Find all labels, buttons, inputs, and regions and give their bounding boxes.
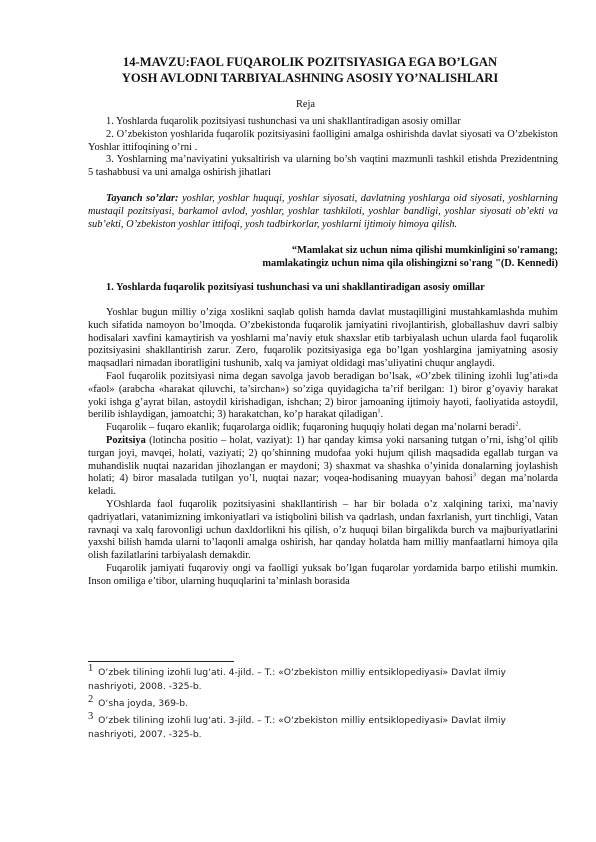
body-paragraph-4: Pozitsiya (lotincha positio – holat, vaziyat): 1) har qanday kimsa yoki narsaning tutgan o’rni, ishg’ol qilib turgan joyi, mavqei, holati, vaziyati; 2) qo’shinning mudofaa yoki hujum qilish maqsadida egallab turgan va muhandislik nuqtai nazaridan jihozlangan er maydoni; 3) shaxmat va shashka o’yinida donalarning joylashish holati; 4) biror masalada tutilgan yo’l, nuqtai nazar; voqea-hodisaning muayyan bahosi$^3$ degan ma’nolarda keladi. — [88, 434, 558, 498]
term-pozitsiya: Pozitsiya — [106, 434, 146, 446]
plan-item-3: 3. Yoshlarning ma’naviyatini yuksaltirish va ularning bo’sh vaqtini mazmunli tashkil etishda Prezidentning 5 tashabbusi va uni amalga oshirish jihatlari — [88, 154, 558, 179]
footnote-ref[interactable]: 3 — [472, 471, 477, 479]
plan-item-1: 1. Yoshlarda fuqarolik pozitsiyasi tushunchasi va uni shakllantiradigan asosiy omillar — [106, 116, 461, 127]
quote-line-2: mamlakatingiz uchun nima qila olishingizni so'rang "(D. Kennedi) — [262, 257, 558, 269]
body-text — [88, 307, 558, 589]
quote-line-1: “Mamlakat siz uchun nima qilishi mumkinligini so'ramang; — [291, 245, 558, 256]
footnote-separator — [88, 661, 234, 662]
page-title — [60, 54, 560, 86]
plan-item-2: 2. O’zbekiston yoshlarida fuqarolik pozitsiyasini faolligini amalga oshirishda davlat siyosati va O’zbekiston Yoshlar ittifoqining o’rni . — [88, 128, 558, 153]
title-line-1: 14-MAVZU:FAOL FUQAROLIK POZITSIYASIGA EGA BO’LGAN — [122, 55, 498, 69]
keywords-label: Tayanch so’zlar: — [106, 193, 179, 204]
title-line-2: YOSH AVLODNI TARBIYALASHNING ASOSIY YO’NALISHLARI — [121, 71, 499, 85]
plan-heading: Reja — [295, 99, 316, 110]
footnote-3: 3 O‘zbek tilining izohli lug‘ati. 3-jild. – T.: «O‘zbekiston milliy entsiklopediyasi» Davlat ilmiy nashriyoti, 2007. -325-b. — [88, 710, 506, 740]
footnote-2: 2 O‘sha joyda, 369-b. — [88, 693, 189, 709]
keywords-text: yoshlar, yoshlar huquqi, yoshlar siyosati, davlatning yoshlarga oid siyosati, yoshlarning mustaqil pozitsiyasi, barkamol avlod, yoshlar, yoshlar tashkiloti, yoshlar bandligi, yoshlar siyosati ob’ekti va sub’ekti, O’zbekiston yoshlar ittifoqi, yosh tadbirkorlar, yoshlarni ijtimoiy himoya qilish. — [88, 193, 558, 230]
body-paragraph-3: Fuqarolik – fuqaro ekanlik; fuqarolarga oidlik; fuqaroning huquqiy holati degan ma’nolarni beradi$^2$. — [106, 420, 522, 434]
plan-list — [88, 116, 558, 180]
footnote-ref[interactable]: 1 — [377, 407, 381, 415]
epigraph-quote — [88, 245, 558, 271]
body-paragraph-2: Faol fuqarolik pozitsiyasi nima degan savolga javob beradigan bo’lsak, «O’zbek tilining izohli lug’ati»da «faol» (arabcha «harakat qiluvchi, ta’sirchan») so’ziga quyidagicha ta’rif berilgan: 1) biror g’oyaviy harakat yoki ishga g’ayrat bilan, astoydil kirishadigan, ishchan; 2) biror jamoaning ijtimoiy hayoti, faoliyatida astoydil, berilib ishlaydigan, jamoatchi; 3) harakatchan, ko’p harakat qiladigan$^1$. — [88, 370, 558, 421]
section-heading: 1. Yoshlarda fuqarolik pozitsiyasi tushunchasi va uni shakllantiradigan asosiy omillar — [106, 282, 485, 293]
keywords-paragraph — [88, 193, 558, 231]
body-paragraph-5: YOshlarda faol fuqarolik pozitsiyasini shakllantirish – har bir bolada o’z xalqining tarixi, ma’naviy qadriyatlari, vatanimizning imkoniyatlari va istiqbolini bilish va qadrlash, undan faxrlanish, yurt tinchligi, Vatan ravnaqi va xalq farovonligi uchun daxldorlikni his qilish, o’z huquqi bilan birgalikda burch va majburiyatlarini yaxshi bilish hamda ularni to’laqonli amalga oshirish, har qanday holatda ham milliy manfaatlarni himoya qila olish fazilatlarini tarbiyalash demakdir. — [88, 498, 558, 562]
footnote-ref[interactable]: 2 — [515, 420, 519, 428]
body-paragraph-1: Yoshlar bugun milliy o’ziga xoslikni saqlab qolish hamda davlat mustaqilligini mustahkamlashda muhim kuch sifatida namoyon bo’lmoqda. O’zbekistonda fuqarolik jamiyatini rivojlantirish, globallashuv davri salbiy hodisalari xavfini kamaytirish va yoshlarni ma’naviy etuk shaxslar etib tarbiyalash uchun ularda faol fuqarolik pozitsiyasini shakllantirish zarur. Zero, fuqarolik pozitsiyasiga ega bo’lgan yoshlargina jamiyatning asosiy maqsadlari nimadan iboratligini tushunib, xalq va jamiyat oldidagi mas’uliyatini chuqur anglaydi. — [88, 307, 558, 370]
footnotes — [88, 662, 548, 745]
body-paragraph-6: Fuqarolik jamiyati fuqaroviy ongi va faolligi yuksak bo’lgan fuqarolar yordamida barpo etilishi mumkin. Inson omiliga e’tibor, ularning huquqlarini ta’minlash borasida — [88, 562, 558, 587]
footnote-1: 1 O‘zbek tilining izohli lug‘ati. 4-jild. – T.: «O‘zbekiston milliy entsiklopediyasi» Davlat ilmiy nashriyoti, 2008. -325-b. — [88, 662, 506, 692]
